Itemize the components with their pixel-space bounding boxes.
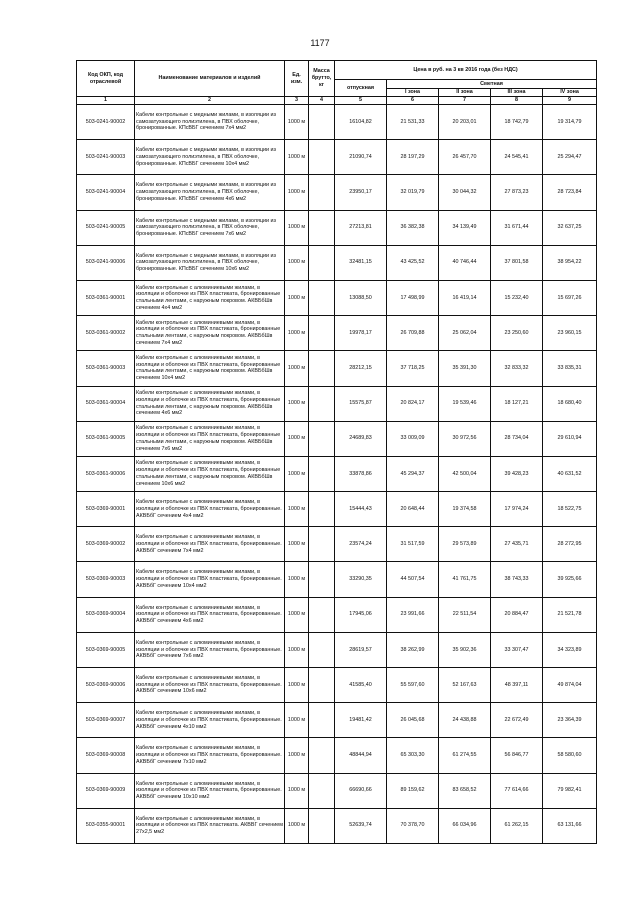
price-zone-2: 26 457,70 xyxy=(439,140,491,175)
price-zone-4: 28 723,84 xyxy=(543,175,597,210)
price-zone-4: 38 954,22 xyxy=(543,245,597,280)
item-gross-mass xyxy=(309,175,335,210)
table-row xyxy=(77,773,597,808)
item-gross-mass xyxy=(309,105,335,140)
item-code: 503-0361-90002 xyxy=(77,316,135,351)
price-zone-1: 17 498,99 xyxy=(387,280,439,315)
item-name: Кабели контрольные с медными жилами, в изоляции из самозатухающего полиэтилена, в ПВХ оболочке, бронированные. КПсВБГ сечением 7х4 мм2 xyxy=(135,105,285,140)
price-zone-1: 89 159,62 xyxy=(387,773,439,808)
price-wholesale: 52639,74 xyxy=(335,808,387,843)
item-name: Кабели контрольные с медными жилами, в изоляции из самозатухающего полиэтилена, в ПВХ оболочке, бронированные. КПсВБГ сечением 10х6 мм2 xyxy=(135,245,285,280)
price-zone-4: 58 580,60 xyxy=(543,738,597,773)
price-zone-1: 32 019,79 xyxy=(387,175,439,210)
price-zone-4: 39 925,66 xyxy=(543,562,597,597)
table-row xyxy=(77,668,597,703)
item-name: Кабели контрольные с алюминиевыми жилами, в изоляции и оболочке из ПВХ пластиката, бронированные. АКВБбГ сечением 7х4 мм2 xyxy=(135,527,285,562)
price-zone-3: 38 743,33 xyxy=(491,562,543,597)
item-name: Кабели контрольные с алюминиевыми жилами, в изоляции и оболочке из ПВХ пластиката, бронированные стальными лентами, с наружным покровом. АКВБбШв сечением 7х6 мм2 xyxy=(135,421,285,456)
item-gross-mass xyxy=(309,632,335,667)
header-unit: Ед. изм. xyxy=(285,61,309,97)
price-zone-2: 29 573,89 xyxy=(439,527,491,562)
price-wholesale: 48844,94 xyxy=(335,738,387,773)
item-code: 503-0355-90001 xyxy=(77,808,135,843)
table-row xyxy=(77,456,597,491)
column-number: 4 xyxy=(309,97,335,105)
item-unit: 1000 м xyxy=(285,316,309,351)
header-zone-1: I зона xyxy=(387,89,439,97)
table-row xyxy=(77,808,597,843)
price-wholesale: 28619,57 xyxy=(335,632,387,667)
price-wholesale: 41585,40 xyxy=(335,668,387,703)
item-unit: 1000 м xyxy=(285,632,309,667)
item-name: Кабели контрольные с алюминиевыми жилами, в изоляции и оболочке из ПВХ пластиката, бронированные стальными лентами, с наружным покровом. АКВБбШв сечением 10х4 мм2 xyxy=(135,351,285,386)
price-wholesale: 17945,06 xyxy=(335,597,387,632)
price-zone-3: 32 833,32 xyxy=(491,351,543,386)
price-zone-3: 31 671,44 xyxy=(491,210,543,245)
item-code: 503-0369-90005 xyxy=(77,632,135,667)
price-zone-1: 55 597,60 xyxy=(387,668,439,703)
price-zone-3: 24 545,41 xyxy=(491,140,543,175)
price-wholesale: 32481,15 xyxy=(335,245,387,280)
price-zone-2: 42 500,04 xyxy=(439,456,491,491)
price-zone-2: 35 391,30 xyxy=(439,351,491,386)
item-unit: 1000 м xyxy=(285,597,309,632)
price-zone-4: 19 314,79 xyxy=(543,105,597,140)
price-wholesale: 16104,82 xyxy=(335,105,387,140)
price-zone-1: 70 378,70 xyxy=(387,808,439,843)
price-zone-2: 40 746,44 xyxy=(439,245,491,280)
price-zone-4: 25 294,47 xyxy=(543,140,597,175)
price-zone-4: 15 697,26 xyxy=(543,280,597,315)
item-gross-mass xyxy=(309,421,335,456)
price-zone-2: 16 419,14 xyxy=(439,280,491,315)
price-zone-3: 27 435,71 xyxy=(491,527,543,562)
price-zone-1: 36 382,38 xyxy=(387,210,439,245)
item-name: Кабели контрольные с алюминиевыми жилами, в изоляции и оболочке из ПВХ пластиката, бронированные стальными лентами, с наружным покровом. АКВБбШв сечением 4х4 мм2 xyxy=(135,280,285,315)
price-zone-1: 38 262,99 xyxy=(387,632,439,667)
price-zone-1: 65 303,30 xyxy=(387,738,439,773)
item-name: Кабели контрольные с алюминиевыми жилами, в изоляции и оболочке из ПВХ пластиката. АКВВГ сечением 27х2,5 мм2 xyxy=(135,808,285,843)
price-zone-4: 40 631,52 xyxy=(543,456,597,491)
price-zone-4: 18 522,75 xyxy=(543,492,597,527)
price-wholesale: 27213,81 xyxy=(335,210,387,245)
item-code: 503-0369-90007 xyxy=(77,703,135,738)
item-gross-mass xyxy=(309,668,335,703)
price-zone-3: 37 801,58 xyxy=(491,245,543,280)
item-unit: 1000 м xyxy=(285,808,309,843)
price-zone-3: 27 873,23 xyxy=(491,175,543,210)
price-zone-2: 83 658,52 xyxy=(439,773,491,808)
table-row xyxy=(77,527,597,562)
item-unit: 1000 м xyxy=(285,421,309,456)
price-zone-4: 32 637,25 xyxy=(543,210,597,245)
item-unit: 1000 м xyxy=(285,280,309,315)
column-number: 2 xyxy=(135,97,285,105)
column-number-row xyxy=(77,97,597,105)
price-zone-4: 28 272,95 xyxy=(543,527,597,562)
item-code: 503-0369-90003 xyxy=(77,562,135,597)
item-unit: 1000 м xyxy=(285,492,309,527)
item-name: Кабели контрольные с алюминиевыми жилами, в изоляции и оболочке из ПВХ пластиката, бронированные стальными лентами, с наружным покровом. АКВБбШв сечением 4х6 мм2 xyxy=(135,386,285,421)
table-row xyxy=(77,210,597,245)
price-zone-1: 20 648,44 xyxy=(387,492,439,527)
price-zone-3: 23 250,60 xyxy=(491,316,543,351)
price-zone-2: 25 062,04 xyxy=(439,316,491,351)
price-zone-3: 28 734,04 xyxy=(491,421,543,456)
price-zone-2: 19 539,46 xyxy=(439,386,491,421)
item-code: 503-0241-90006 xyxy=(77,245,135,280)
column-number: 6 xyxy=(387,97,439,105)
price-zone-2: 34 139,49 xyxy=(439,210,491,245)
item-gross-mass xyxy=(309,773,335,808)
item-name: Кабели контрольные с алюминиевыми жилами, в изоляции и оболочке из ПВХ пластиката, бронированные. АКВБбГ сечением 10х10 мм2 xyxy=(135,773,285,808)
price-zone-4: 18 680,40 xyxy=(543,386,597,421)
price-zone-4: 29 610,94 xyxy=(543,421,597,456)
table-row xyxy=(77,386,597,421)
price-zone-1: 44 507,54 xyxy=(387,562,439,597)
item-unit: 1000 м xyxy=(285,386,309,421)
price-wholesale: 28212,15 xyxy=(335,351,387,386)
item-unit: 1000 м xyxy=(285,245,309,280)
table-body xyxy=(77,105,597,844)
price-zone-2: 30 972,56 xyxy=(439,421,491,456)
header-zone-3: III зона xyxy=(491,89,543,97)
price-wholesale: 33878,86 xyxy=(335,456,387,491)
table-row xyxy=(77,351,597,386)
item-name: Кабели контрольные с алюминиевыми жилами, в изоляции и оболочке из ПВХ пластиката, бронированные. АКВБбГ сечением 10х4 мм2 xyxy=(135,562,285,597)
header-code: Код ОКП, код отраслевой xyxy=(77,61,135,97)
price-zone-3: 15 232,40 xyxy=(491,280,543,315)
header-zone-4: IV зона xyxy=(543,89,597,97)
item-unit: 1000 м xyxy=(285,140,309,175)
item-unit: 1000 м xyxy=(285,105,309,140)
header-price: Цена в руб. на 3 кв 2016 года (без НДС) xyxy=(335,61,597,80)
item-name: Кабели контрольные с алюминиевыми жилами, в изоляции и оболочке из ПВХ пластиката, бронированные. АКВБбГ сечением 4х6 мм2 xyxy=(135,597,285,632)
item-code: 503-0241-90003 xyxy=(77,140,135,175)
price-zone-4: 49 874,04 xyxy=(543,668,597,703)
header-estimated: Сметная xyxy=(387,80,597,89)
price-zone-4: 79 982,41 xyxy=(543,773,597,808)
table-row xyxy=(77,703,597,738)
price-wholesale: 19978,17 xyxy=(335,316,387,351)
price-wholesale: 24689,83 xyxy=(335,421,387,456)
price-zone-2: 35 902,36 xyxy=(439,632,491,667)
item-name: Кабели контрольные с медными жилами, в изоляции из самозатухающего полиэтилена, в ПВХ оболочке, бронированные. КПсВБГ сечением 4х6 мм2 xyxy=(135,175,285,210)
price-zone-1: 45 294,37 xyxy=(387,456,439,491)
price-zone-3: 48 397,11 xyxy=(491,668,543,703)
price-zone-2: 66 034,96 xyxy=(439,808,491,843)
price-zone-1: 43 425,52 xyxy=(387,245,439,280)
table-row xyxy=(77,562,597,597)
item-unit: 1000 м xyxy=(285,738,309,773)
price-wholesale: 13088,50 xyxy=(335,280,387,315)
item-code: 503-0369-90006 xyxy=(77,668,135,703)
item-unit: 1000 м xyxy=(285,351,309,386)
table-row xyxy=(77,245,597,280)
item-gross-mass xyxy=(309,808,335,843)
item-gross-mass xyxy=(309,386,335,421)
price-zone-3: 33 307,47 xyxy=(491,632,543,667)
item-gross-mass xyxy=(309,703,335,738)
price-wholesale: 66690,66 xyxy=(335,773,387,808)
price-zone-3: 39 428,23 xyxy=(491,456,543,491)
item-code: 503-0369-90002 xyxy=(77,527,135,562)
header-zone-2: II зона xyxy=(439,89,491,97)
item-code: 503-0361-90001 xyxy=(77,280,135,315)
item-code: 503-0361-90003 xyxy=(77,351,135,386)
table-row xyxy=(77,738,597,773)
item-name: Кабели контрольные с медными жилами, в изоляции из самозатухающего полиэтилена, в ПВХ оболочке, бронированные. КПсВБГ сечением 7х6 мм2 xyxy=(135,210,285,245)
item-unit: 1000 м xyxy=(285,562,309,597)
table-row xyxy=(77,316,597,351)
price-zone-4: 33 835,31 xyxy=(543,351,597,386)
price-zone-2: 41 761,75 xyxy=(439,562,491,597)
item-gross-mass xyxy=(309,562,335,597)
price-zone-3: 18 127,21 xyxy=(491,386,543,421)
table-row xyxy=(77,597,597,632)
item-unit: 1000 м xyxy=(285,668,309,703)
price-wholesale: 23574,24 xyxy=(335,527,387,562)
price-zone-2: 52 167,63 xyxy=(439,668,491,703)
price-wholesale: 21090,74 xyxy=(335,140,387,175)
page-number: 1177 xyxy=(310,38,330,48)
item-code: 503-0241-90002 xyxy=(77,105,135,140)
item-gross-mass xyxy=(309,492,335,527)
price-zone-4: 23 364,39 xyxy=(543,703,597,738)
price-zone-4: 21 521,78 xyxy=(543,597,597,632)
item-unit: 1000 м xyxy=(285,456,309,491)
item-code: 503-0361-90004 xyxy=(77,386,135,421)
price-zone-2: 19 374,58 xyxy=(439,492,491,527)
column-number: 1 xyxy=(77,97,135,105)
table-row xyxy=(77,421,597,456)
price-zone-2: 61 274,55 xyxy=(439,738,491,773)
price-zone-4: 23 960,15 xyxy=(543,316,597,351)
item-name: Кабели контрольные с алюминиевыми жилами, в изоляции и оболочке из ПВХ пластиката, бронированные стальными лентами, с наружным покровом. АКВБбШв сечением 10х6 мм2 xyxy=(135,456,285,491)
item-code: 503-0369-90008 xyxy=(77,738,135,773)
price-zone-2: 20 203,01 xyxy=(439,105,491,140)
price-zone-2: 22 511,54 xyxy=(439,597,491,632)
price-wholesale: 15575,87 xyxy=(335,386,387,421)
price-zone-2: 24 438,88 xyxy=(439,703,491,738)
item-gross-mass xyxy=(309,738,335,773)
table-row xyxy=(77,632,597,667)
column-number: 8 xyxy=(491,97,543,105)
header-wholesale: отпускная xyxy=(335,80,387,97)
price-zone-2: 30 044,32 xyxy=(439,175,491,210)
price-zone-1: 28 197,29 xyxy=(387,140,439,175)
price-zone-1: 26 709,88 xyxy=(387,316,439,351)
price-zone-3: 18 742,79 xyxy=(491,105,543,140)
item-gross-mass xyxy=(309,351,335,386)
price-zone-3: 56 846,77 xyxy=(491,738,543,773)
item-gross-mass xyxy=(309,456,335,491)
column-number: 3 xyxy=(285,97,309,105)
table-row xyxy=(77,105,597,140)
table-row xyxy=(77,492,597,527)
item-name: Кабели контрольные с алюминиевыми жилами, в изоляции и оболочке из ПВХ пластиката, бронированные. АКВБбГ сечением 10х6 мм2 xyxy=(135,668,285,703)
item-gross-mass xyxy=(309,280,335,315)
item-code: 503-0369-90004 xyxy=(77,597,135,632)
price-wholesale: 33290,35 xyxy=(335,562,387,597)
item-unit: 1000 м xyxy=(285,703,309,738)
price-wholesale: 23950,17 xyxy=(335,175,387,210)
price-zone-1: 21 531,33 xyxy=(387,105,439,140)
price-zone-3: 17 974,24 xyxy=(491,492,543,527)
column-number: 7 xyxy=(439,97,491,105)
price-zone-3: 22 672,49 xyxy=(491,703,543,738)
item-name: Кабели контрольные с медными жилами, в изоляции из самозатухающего полиэтилена, в ПВХ оболочке, бронированные. КПсВБГ сечением 10х4 мм2 xyxy=(135,140,285,175)
price-zone-3: 77 614,66 xyxy=(491,773,543,808)
item-gross-mass xyxy=(309,597,335,632)
price-wholesale: 15444,43 xyxy=(335,492,387,527)
item-gross-mass xyxy=(309,527,335,562)
price-zone-4: 34 323,89 xyxy=(543,632,597,667)
table-row xyxy=(77,280,597,315)
price-zone-1: 23 991,66 xyxy=(387,597,439,632)
item-name: Кабели контрольные с алюминиевыми жилами, в изоляции и оболочке из ПВХ пластиката, бронированные стальными лентами, с наружным покровом. АКВБбШв сечением 7х4 мм2 xyxy=(135,316,285,351)
item-unit: 1000 м xyxy=(285,527,309,562)
item-code: 503-0241-90005 xyxy=(77,210,135,245)
price-zone-1: 31 517,59 xyxy=(387,527,439,562)
price-zone-4: 63 131,66 xyxy=(543,808,597,843)
price-wholesale: 19481,42 xyxy=(335,703,387,738)
item-code: 503-0361-90005 xyxy=(77,421,135,456)
item-gross-mass xyxy=(309,316,335,351)
item-name: Кабели контрольные с алюминиевыми жилами, в изоляции и оболочке из ПВХ пластиката, бронированные. АКВБбГ сечением 4х10 мм2 xyxy=(135,703,285,738)
item-code: 503-0241-90004 xyxy=(77,175,135,210)
item-name: Кабели контрольные с алюминиевыми жилами, в изоляции и оболочке из ПВХ пластиката, бронированные. АКВБбГ сечением 7х10 мм2 xyxy=(135,738,285,773)
price-zone-1: 26 045,68 xyxy=(387,703,439,738)
column-number: 5 xyxy=(335,97,387,105)
column-number: 9 xyxy=(543,97,597,105)
item-gross-mass xyxy=(309,140,335,175)
price-table xyxy=(76,60,597,844)
price-zone-3: 20 884,47 xyxy=(491,597,543,632)
item-code: 503-0369-90009 xyxy=(77,773,135,808)
price-zone-3: 61 262,15 xyxy=(491,808,543,843)
item-unit: 1000 м xyxy=(285,210,309,245)
item-gross-mass xyxy=(309,210,335,245)
item-unit: 1000 м xyxy=(285,175,309,210)
item-code: 503-0369-90001 xyxy=(77,492,135,527)
item-gross-mass xyxy=(309,245,335,280)
item-name: Кабели контрольные с алюминиевыми жилами, в изоляции и оболочке из ПВХ пластиката, бронированные. АКВБбГ сечением 4х4 мм2 xyxy=(135,492,285,527)
item-code: 503-0361-90006 xyxy=(77,456,135,491)
item-name: Кабели контрольные с алюминиевыми жилами, в изоляции и оболочке из ПВХ пластиката, бронированные. АКВБбГ сечением 7х6 мм2 xyxy=(135,632,285,667)
header-name: Наименование материалов и изделий xyxy=(135,61,285,97)
table-row xyxy=(77,140,597,175)
price-zone-1: 33 009,09 xyxy=(387,421,439,456)
price-zone-1: 37 718,25 xyxy=(387,351,439,386)
table-row xyxy=(77,175,597,210)
item-unit: 1000 м xyxy=(285,773,309,808)
header-gross-mass: Масса брутто, кг xyxy=(309,61,335,97)
price-zone-1: 20 824,17 xyxy=(387,386,439,421)
